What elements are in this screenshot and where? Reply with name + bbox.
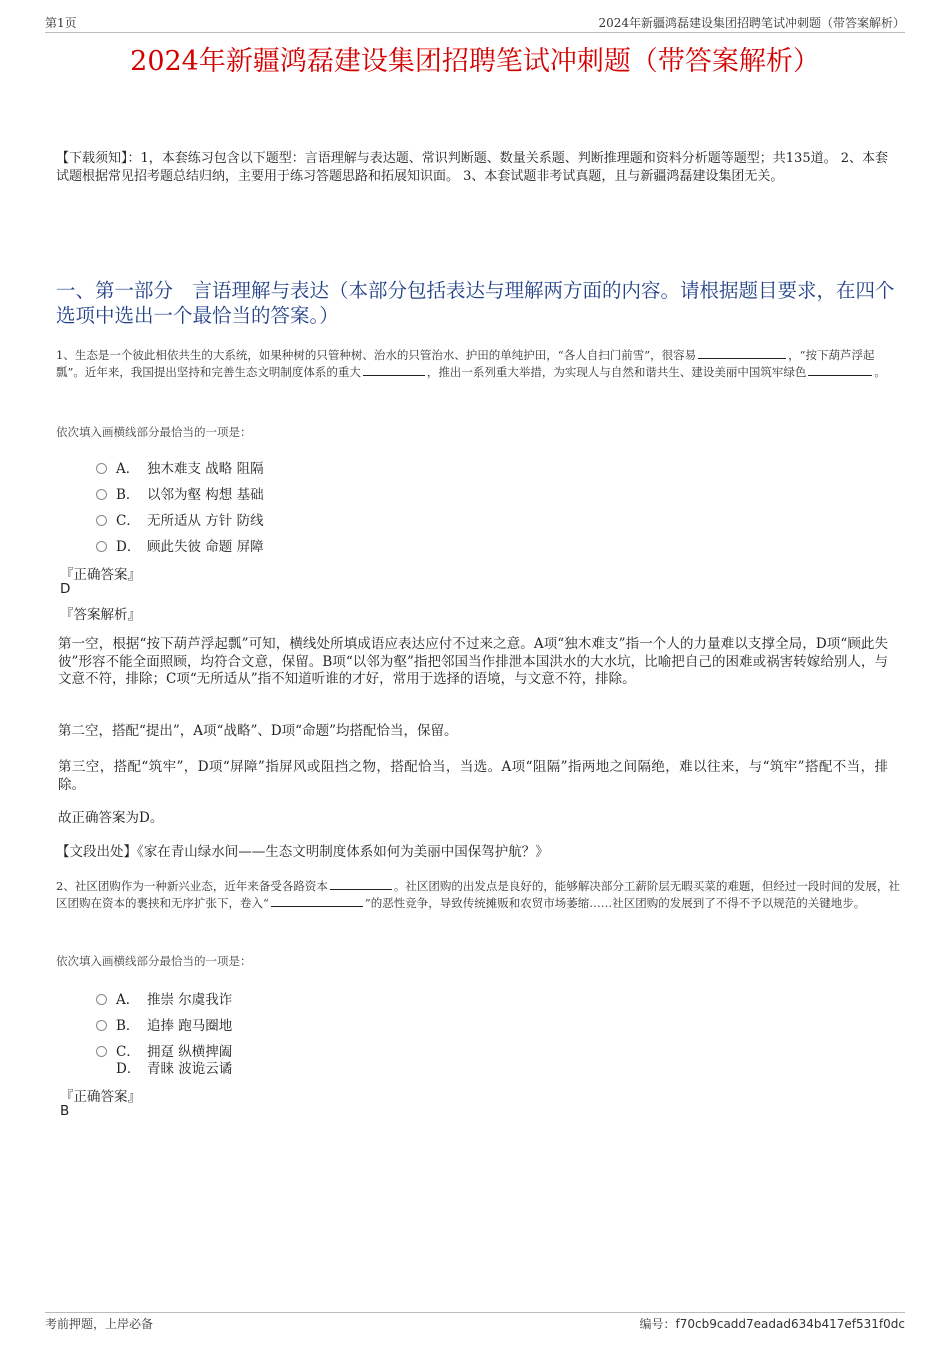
radio-icon[interactable] [96, 463, 107, 474]
q2-option-b[interactable]: B． 追捧 跑马圈地 [96, 1014, 232, 1034]
radio-icon[interactable] [96, 994, 107, 1005]
q2-answer-label: 『正确答案』 [60, 1089, 141, 1105]
q1-answer-label: 『正确答案』 [60, 567, 141, 583]
q1-source: 【文段出处】《家在青山绿水间——生态文明制度体系如何为美丽中国保驾护航？》 [56, 844, 549, 860]
blank-line [363, 364, 425, 376]
q1-option-d[interactable]: D． 顾此失彼 命题 屏障 [96, 535, 264, 555]
blank-line [808, 364, 872, 376]
document-title: 2024年新疆鸿磊建设集团招聘笔试冲刺题（带答案解析） [130, 46, 820, 77]
page-number: 第1页 [45, 16, 77, 30]
blank-line [330, 878, 392, 890]
question-1-instruction: 依次填入画横线部分最恰当的一项是： [56, 425, 252, 439]
question-2-stem: 2、社区团购作为一种新兴业态，近年来备受各路资本 。社区团购的出发点是良好的，能够解决部分工薪阶层无暇买菜的难题，但经过一段时间的发展，社区团购在资本的裹挟和无序扩张下，卷入“ ”的恶性竞争，导致传统摊贩和农贸市场萎缩……社区团购的发展到了不得不予以规范的关键地步。 [56, 879, 900, 910]
q2-option-a[interactable]: A． 推崇 尔虞我诈 [96, 988, 232, 1008]
q1-analysis-para-1: 第一空，根据“按下葫芦浮起瓢”可知，横线处所填成语应表达应付不过来之意。A项“独木难支”指一个人的力量难以支撑全局，D项“顾此失彼”形容不能全面照顾，均符合文意，保留。B项“以邻为壑”指把邻国当作排泄本国洪水的大水坑，比喻把自己的困难或祸害转嫁给别人，与文意不符，排除；C项“无所适从”指不知道听谁的才好，常用于选择的语境，与文意不符，排除。 [58, 636, 888, 687]
q1-option-c[interactable]: C． 无所适从 方针 防线 [96, 509, 264, 529]
q1-answer: D [60, 581, 71, 597]
radio-icon[interactable] [96, 489, 107, 500]
radio-icon[interactable] [96, 541, 107, 552]
page-footer [45, 1312, 905, 1332]
download-notice: 【下载须知】：1，本套练习包含以下题型：言语理解与表达题、常识判断题、数量关系题、判断推理题和资料分析题等题型；共135道。 2、本套试题根据常见招考题总结归纳，主要用于练习答题思路和拓展知识面。 3、本套试题非考试真题，且与新疆鸿磊建设集团无关。 [56, 151, 888, 184]
q1-analysis-label: 『答案解析』 [60, 607, 141, 623]
q2-option-d[interactable]: D． 青睐 波诡云谲 [116, 1061, 233, 1077]
question-1-stem: 1、生态是一个彼此相依共生的大系统，如果种树的只管种树、治水的只管治水、护田的单纯护田，“各人自扫门前雪”，很容易 ，“按下葫芦浮起瓢”。近年来，我国提出坚持和完善生态文明制度体系的重大 ，推出一系列重大举措，为实现人与自然和谐共生、建设美丽中国筑牢绿色 。 [56, 348, 886, 379]
footer-id: 编号：f70cb9cadd7eadad634b417ef531f0dc [639, 1317, 905, 1331]
blank-line [698, 347, 786, 359]
page-header [45, 14, 905, 33]
q1-analysis-para-3: 第三空，搭配“筑牢”，D项“屏障”指屏风或阻挡之物，搭配恰当，当选。A项“阻隔”指两地之间隔绝，难以往来，与“筑牢”搭配不当，排除。 [58, 759, 888, 793]
section-heading: 一、第一部分 言语理解与表达（本部分包括表达与理解两方面的内容。请根据题目要求，在四个选项中选出一个最恰当的答案。） [56, 279, 895, 327]
q2-option-c[interactable]: C． 拥趸 纵横捭阖 [96, 1040, 232, 1060]
blank-line [271, 895, 363, 907]
q1-option-b[interactable]: B． 以邻为壑 构想 基础 [96, 483, 264, 503]
footer-slogan: 考前押题，上岸必备 [45, 1317, 154, 1331]
radio-icon[interactable] [96, 1020, 107, 1031]
q1-option-a[interactable]: A． 独木难支 战略 阻隔 [96, 457, 264, 477]
q2-answer: B [60, 1103, 70, 1119]
question-2-instruction: 依次填入画横线部分最恰当的一项是： [56, 954, 252, 968]
q1-analysis-para-2: 第二空，搭配“提出”，A项“战略”、D项“命题”均搭配恰当，保留。 [58, 723, 458, 739]
radio-icon[interactable] [96, 1046, 107, 1057]
header-doc-title: 2024年新疆鸿磊建设集团招聘笔试冲刺题（带答案解析） [598, 16, 905, 30]
radio-icon[interactable] [96, 515, 107, 526]
q1-analysis-para-4: 故正确答案为D。 [58, 810, 164, 826]
